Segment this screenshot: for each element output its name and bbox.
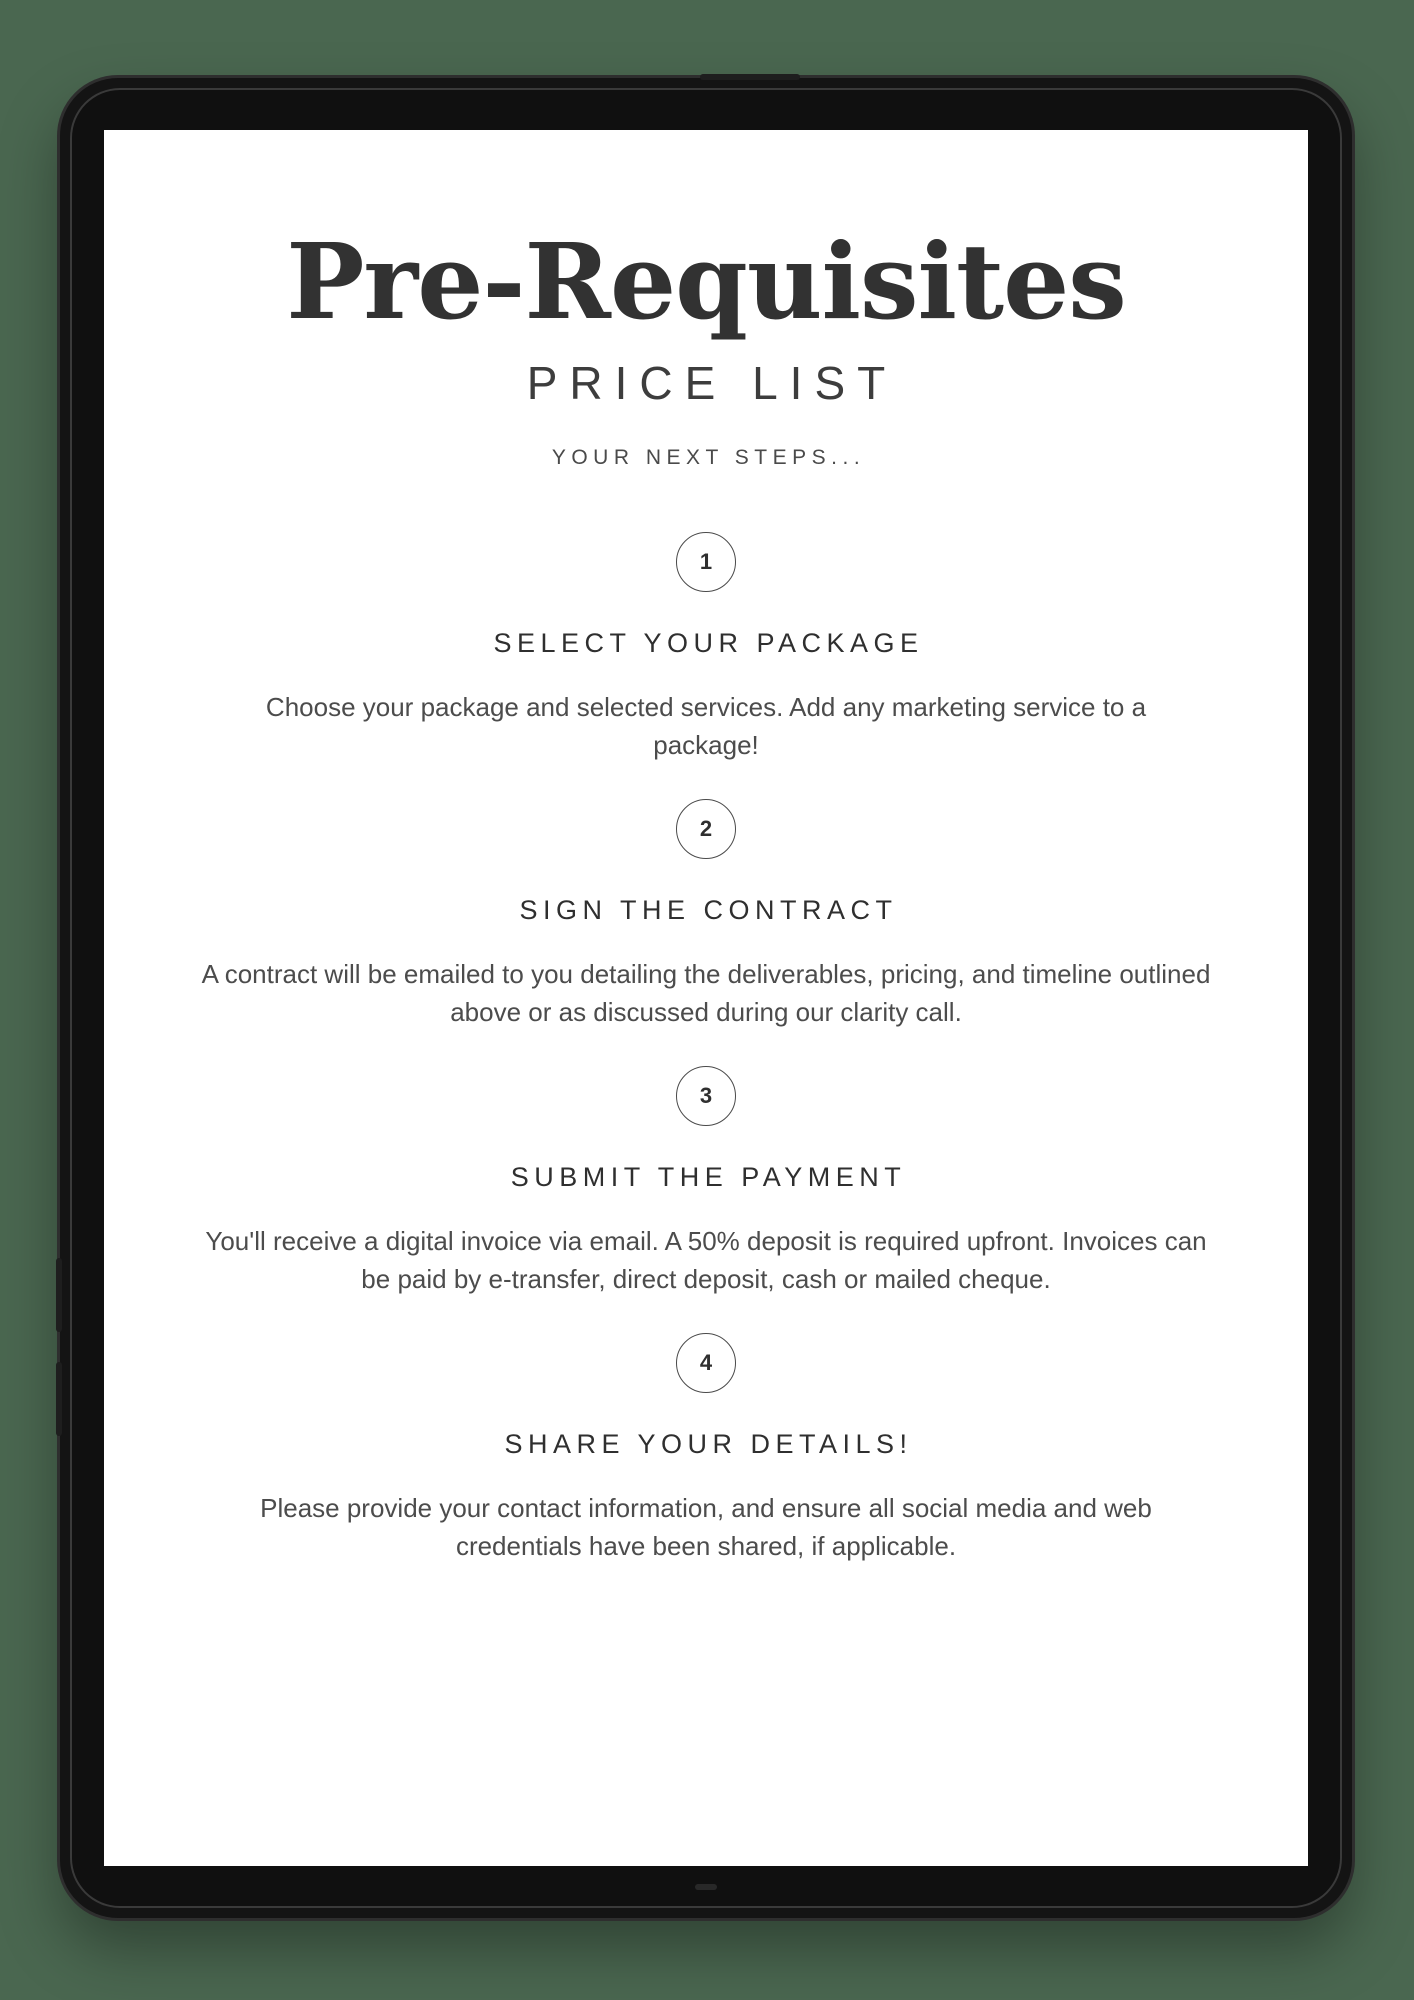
- step-description: You'll receive a digital invoice via email. A 50% deposit is required upfront. Invoices can be paid by e-transfer, direct deposit, cash or mailed cheque.: [205, 1225, 1207, 1294]
- step-title: SUBMIT THE PAYMENT: [510, 1161, 907, 1192]
- step-number-badge: 1: [676, 532, 736, 592]
- list-item: [184, 799, 1228, 1032]
- step-number-badge: 2: [676, 799, 736, 859]
- volume-down-button[interactable]: [56, 1362, 62, 1436]
- step-description: Please provide your contact information, and ensure all social media and web credentials have been shared, if applicable.: [260, 1492, 1152, 1561]
- list-item: [184, 1066, 1228, 1299]
- page-subtitle: PRICE LIST: [526, 357, 898, 409]
- page-kicker: YOUR NEXT STEPS...: [551, 446, 866, 469]
- list-item: [184, 1333, 1228, 1566]
- home-indicator: [695, 1884, 717, 1890]
- step-number-badge: 3: [676, 1066, 736, 1126]
- step-number-badge: 4: [676, 1333, 736, 1393]
- tablet-device-frame: [60, 78, 1352, 1918]
- step-title: SELECT YOUR PACKAGE: [493, 628, 924, 658]
- step-title: SIGN THE CONTRACT: [519, 894, 898, 925]
- volume-up-button[interactable]: [56, 1258, 62, 1332]
- step-description: Choose your package and selected services. Add any marketing service to a package!: [265, 692, 1147, 760]
- page-title: Pre-Requisites: [286, 220, 1126, 343]
- step-title: SHARE YOUR DETAILS!: [504, 1428, 913, 1459]
- tablet-screen: [104, 130, 1308, 1866]
- steps-list: [184, 532, 1228, 1566]
- power-button[interactable]: [700, 74, 800, 80]
- step-description: A contract will be emailed to you detailing the deliverables, pricing, and timeline outlined above or as discussed during our clarity call.: [201, 958, 1211, 1027]
- document-page: [104, 130, 1308, 1866]
- list-item: [184, 532, 1228, 765]
